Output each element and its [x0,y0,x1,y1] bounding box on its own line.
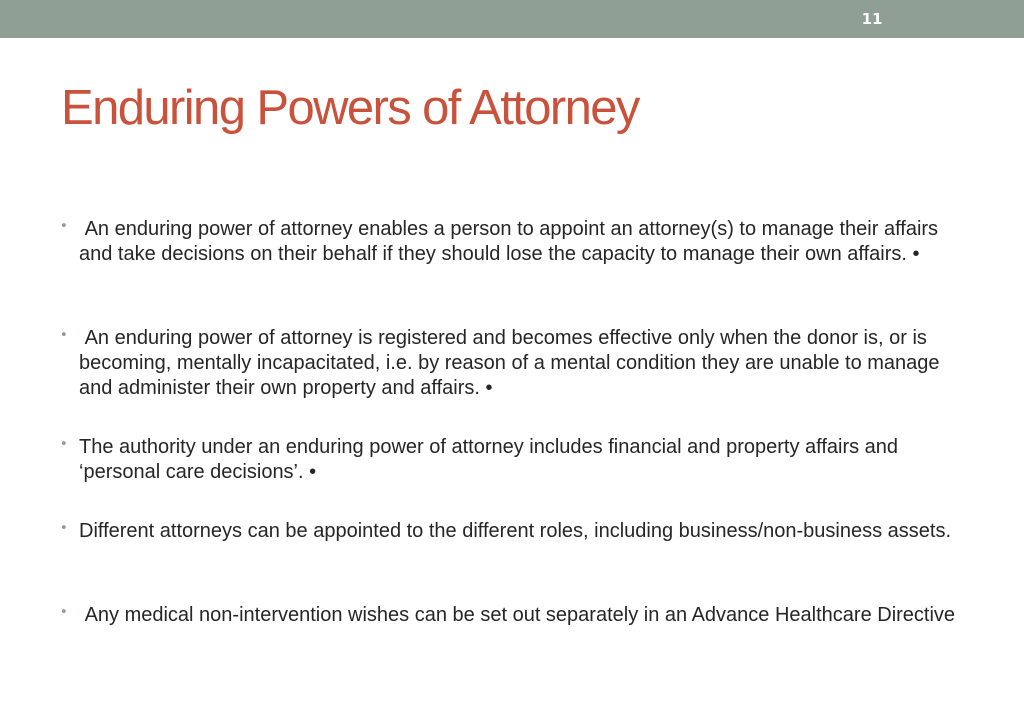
bullet-text: Any medical non-intervention wishes can be set out separately in an Advance Healthcare Directive [79,604,956,626]
bullet-icon: • [60,521,68,536]
bullet-icon: • [60,437,68,452]
bullet-text: An enduring power of attorney enables a person to appoint an attorney(s) to manage their affairs and take decisions on their behalf if they should lose the capacity to manage their own affairs. • [79,218,944,265]
bullet-icon: • [60,328,68,343]
bullet-text: The authority under an enduring power of attorney includes financial and property affairs and ‘personal care decisions’. • [79,436,904,483]
bullet-text: Different attorneys can be appointed to the different roles, including business/non-business assets. [79,520,952,542]
bullet-icon: • [60,605,68,620]
bullet-text: An enduring power of attorney is registered and becomes effective only when the donor is, or is becoming, mentally incapacitated, i.e. by reason of a mental condition they are unable to manage and administer their own property and affairs. • [79,327,946,399]
slide-title: Enduring Powers of Attorney [61,81,639,135]
bullet-icon: • [60,219,68,234]
slide-number: 11 [861,10,883,28]
